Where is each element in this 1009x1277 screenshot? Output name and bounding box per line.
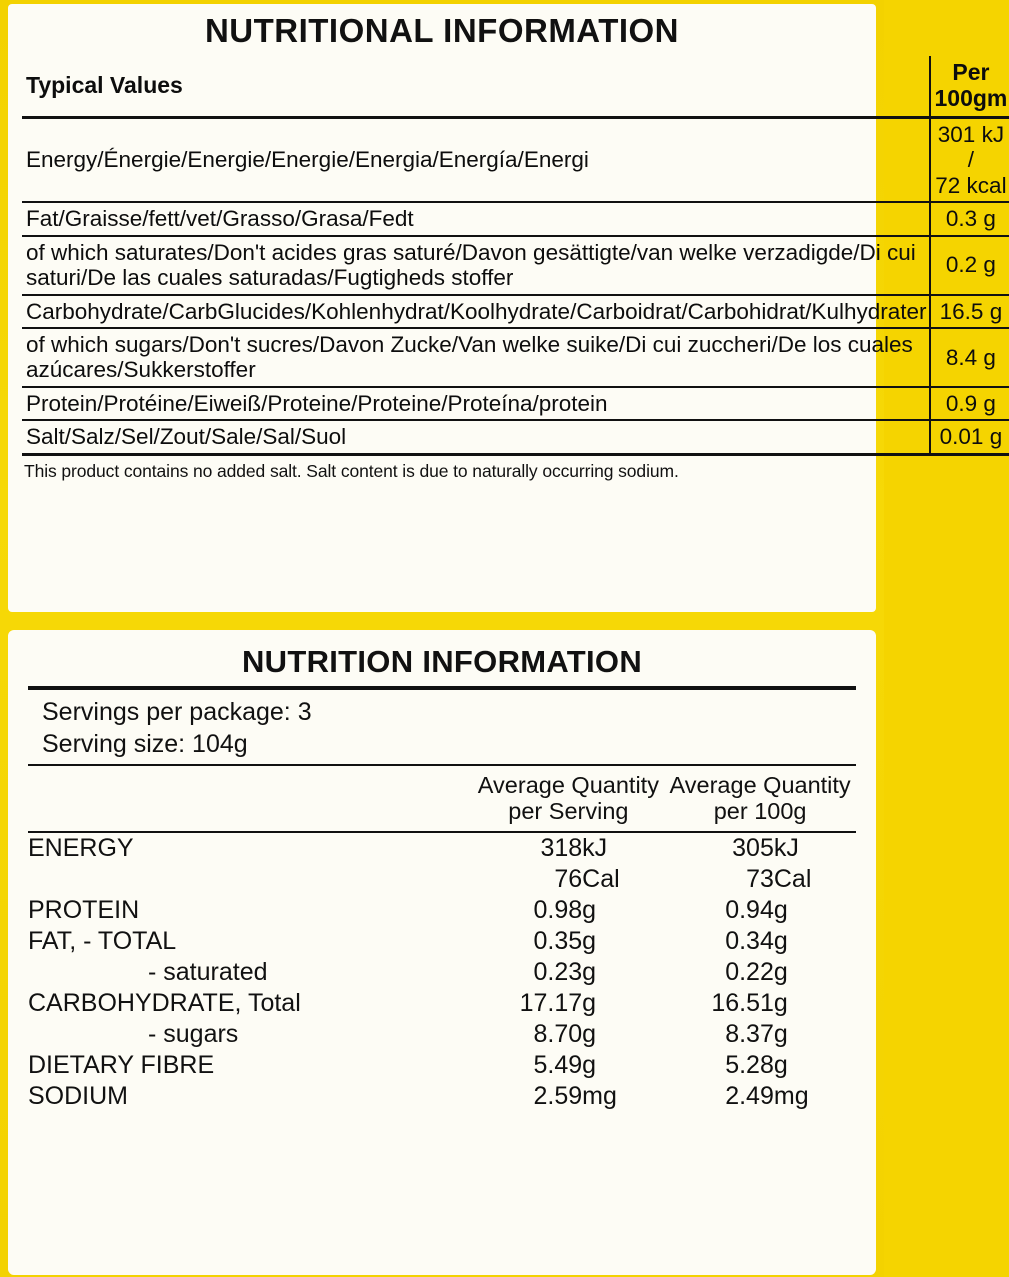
- panel2-title: NUTRITION INFORMATION: [241, 644, 643, 679]
- table-row: [22, 236, 1009, 295]
- per-serving-value: 2.59: [533, 1081, 583, 1110]
- per-serving-value: 0.35: [533, 926, 583, 955]
- nutrient-label: Carbohydrate/CarbGlucides/Kohlenhydrat/Koolhydrate/Carboidrat/Carbohidrat/Kulhydrater: [22, 295, 930, 328]
- nutrition-information-table: [28, 766, 856, 1112]
- salt-footnote: This product contains no added salt. Salt content is due to naturally occurring sodium.: [24, 460, 679, 481]
- nutrient-value: 0.01 g: [930, 420, 1009, 454]
- per-100g-unit: Cal: [773, 864, 812, 893]
- nutrient-label: SODIUM: [28, 1081, 128, 1110]
- per-100g-line1: Average Quantity: [669, 772, 851, 798]
- nutrient-label: - sugars: [148, 1019, 239, 1048]
- nutrient-label: of which saturates/Don't acides gras saturé/Davon gesättigte/van welke verzadigde/Di cui saturi/De las cuales saturadas/Fugtigheds stoffer: [22, 236, 930, 295]
- per-serving-line1: Average Quantity: [477, 772, 659, 798]
- nutrition-row: [28, 864, 856, 895]
- nutrient-label: Protein/Protéine/Eiweiß/Proteine/Proteine/Proteína/protein: [22, 387, 930, 420]
- nutrient-label: - saturated: [148, 957, 268, 986]
- per-100g-unit: g: [773, 1019, 788, 1048]
- table-row: [22, 117, 1009, 202]
- per-serving-value: 5.49: [533, 1050, 583, 1079]
- nutrient-label: CARBOHYDRATE, Total: [28, 988, 301, 1017]
- header-value: Per 100gm: [930, 56, 1009, 117]
- per-100g-value: 0.22: [725, 957, 774, 986]
- serving-size: Serving size: 104g: [42, 730, 248, 758]
- per-100g-unit: g: [773, 895, 788, 924]
- nutrient-label: ENERGY: [28, 833, 134, 862]
- per-100g-value: 0.34: [725, 926, 774, 955]
- per-serving-unit: g: [582, 988, 597, 1017]
- per-serving-value: 318: [540, 833, 583, 862]
- per-serving-value: 76: [554, 864, 583, 893]
- nutritional-information-panel: [8, 4, 1008, 612]
- nutrient-value: 16.5 g: [930, 295, 1009, 328]
- per-100g-unit: g: [773, 957, 788, 986]
- nutrition-row: [28, 1081, 856, 1112]
- nutrition-row: [28, 1019, 856, 1050]
- per-serving-value: 8.70: [533, 1019, 583, 1048]
- nutrient-value: 0.9 g: [930, 387, 1009, 420]
- table-row: [22, 387, 1009, 420]
- per-100g-value: 73: [746, 864, 774, 893]
- servings-per-package: Servings per package: 3: [42, 698, 312, 726]
- column-header-per-serving: [473, 766, 665, 831]
- nutrition-row: [28, 957, 856, 988]
- per-serving-line2: per Serving: [508, 798, 629, 825]
- per-100g-value: 0.94: [725, 895, 774, 924]
- table-row: [22, 295, 1009, 328]
- column-headers-row: [28, 766, 856, 831]
- per-serving-unit: g: [582, 1050, 597, 1079]
- table-row: [22, 202, 1009, 235]
- nutrition-row: [28, 926, 856, 957]
- per-serving-unit: g: [582, 895, 597, 924]
- nutrition-row: [28, 895, 856, 926]
- column-header-per-100g: [664, 766, 856, 831]
- spacer-cell: [28, 766, 473, 831]
- table-row: [22, 420, 1009, 454]
- nutrient-value: 0.2 g: [930, 236, 1009, 295]
- nutrient-label: of which sugars/Don't sucres/Davon Zucke/Van welke suike/Di cui zuccheri/De los cuales azúcares/Sukkerstoffer: [22, 328, 930, 387]
- per-100g-unit: kJ: [773, 833, 799, 862]
- per-100g-value: 305: [732, 833, 774, 862]
- per-serving-unit: g: [582, 926, 597, 955]
- panel1-title: NUTRITIONAL INFORMATION: [204, 12, 680, 49]
- per-100g-line2: per 100g: [713, 798, 807, 825]
- per-serving-value: 17.17: [519, 988, 583, 1017]
- per-serving-unit: mg: [582, 1081, 617, 1110]
- servings-info: [28, 690, 856, 764]
- table-row: [22, 328, 1009, 387]
- per-100g-value: 8.37: [725, 1019, 774, 1048]
- per-100g-unit: g: [773, 988, 788, 1017]
- per-100g-value: 5.28: [725, 1050, 774, 1079]
- header-label: Typical Values: [22, 56, 930, 117]
- nutrient-label: Energy/Énergie/Energie/Energie/Energia/Energía/Energi: [22, 117, 930, 202]
- table-header-row: [22, 56, 1009, 117]
- per-serving-unit: kJ: [582, 833, 608, 862]
- nutrient-value: 301 kJ / 72 kcal: [930, 117, 1009, 202]
- nutrition-row: [28, 833, 856, 864]
- nutrition-row: [28, 1050, 856, 1081]
- nutrient-value: 8.4 g: [930, 328, 1009, 387]
- per-100g-value: 16.51: [711, 988, 774, 1017]
- nutrient-label: [28, 864, 473, 895]
- per-serving-value: 0.98: [533, 895, 583, 924]
- nutrition-information-panel: [8, 630, 876, 1275]
- per-100g-value: 2.49: [725, 1081, 774, 1110]
- per-100g-unit: g: [773, 926, 788, 955]
- per-100g-unit: mg: [773, 1081, 809, 1110]
- nutrient-label: PROTEIN: [28, 895, 140, 924]
- per-serving-unit: g: [582, 1019, 597, 1048]
- per-serving-unit: g: [582, 957, 597, 986]
- nutrient-value: 0.3 g: [930, 202, 1009, 235]
- nutrient-label: Salt/Salz/Sel/Zout/Sale/Sal/Suol: [22, 420, 930, 454]
- nutritional-information-table: [22, 56, 1009, 456]
- nutrition-row: [28, 988, 856, 1019]
- per-serving-unit: Cal: [582, 864, 620, 893]
- nutrient-label: FAT, - TOTAL: [28, 926, 177, 955]
- per-100g-unit: g: [773, 1050, 788, 1079]
- nutrient-label: DIETARY FIBRE: [28, 1050, 215, 1079]
- nutrient-label: Fat/Graisse/fett/vet/Grasso/Grasa/Fedt: [22, 202, 930, 235]
- per-serving-value: 0.23: [533, 957, 583, 986]
